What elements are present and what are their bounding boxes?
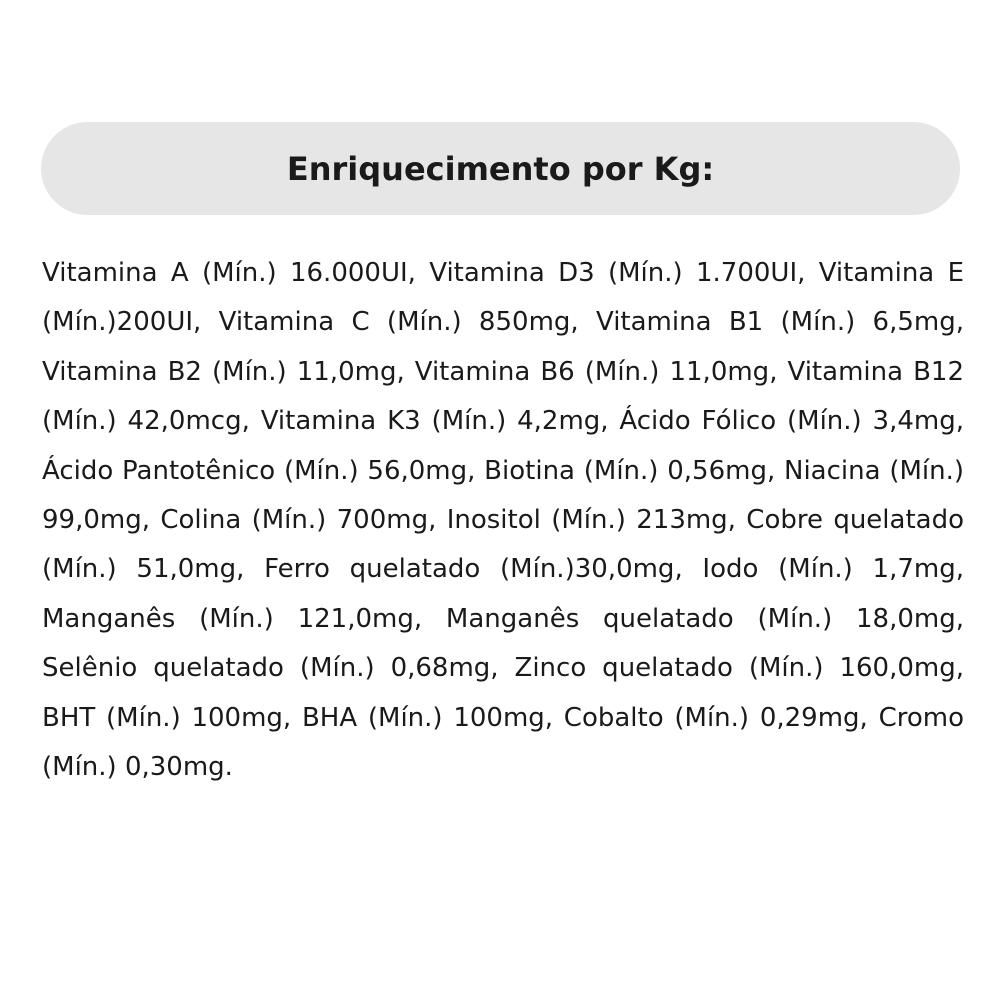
header-title: Enriquecimento por Kg: — [286, 149, 715, 188]
enrichment-text: Vitamina A (Mín.) 16.000UI, Vitamina D3 (Mín.) 1.700UI, Vitamina E (Mín.)200UI, Vitamina C (Mín.) 850mg, Vitamina B1 (Mín.) 6,5mg, Vitamina B2 (Mín.) 11,0mg, Vitamina B6 (Mín.) 11,0mg, Vitamina B12 (Mín.) 42,0mcg, Vitamina K3 (Mín.) 4,2mg, Ácido Fólico (Mín.) 3,4mg, Ácido Pantotênico (Mín.) 56,0mg, Biotina (Mín.) 0,56mg, Niacina (Mín.) 99,0mg, Colina (Mín.) 700mg, Inositol (Mín.) 213mg, Cobre quelatado (Mín.) 51,0mg, Ferro quelatado (Mín.)30,0mg, Iodo (Mín.) 1,7mg, Manganês (Mín.) 121,0mg, Manganês quelatado (Mín.) 18,0mg, Selênio quelatado (Mín.) 0,68mg, Zinco quelatado (Mín.) 160,0mg, BHT (Mín.) 100mg, BHA (Mín.) 100mg, Cobalto (Mín.) 0,29mg, Cromo (Mín.) 0,30mg. — [42, 258, 964, 783]
header-banner — [41, 122, 960, 215]
